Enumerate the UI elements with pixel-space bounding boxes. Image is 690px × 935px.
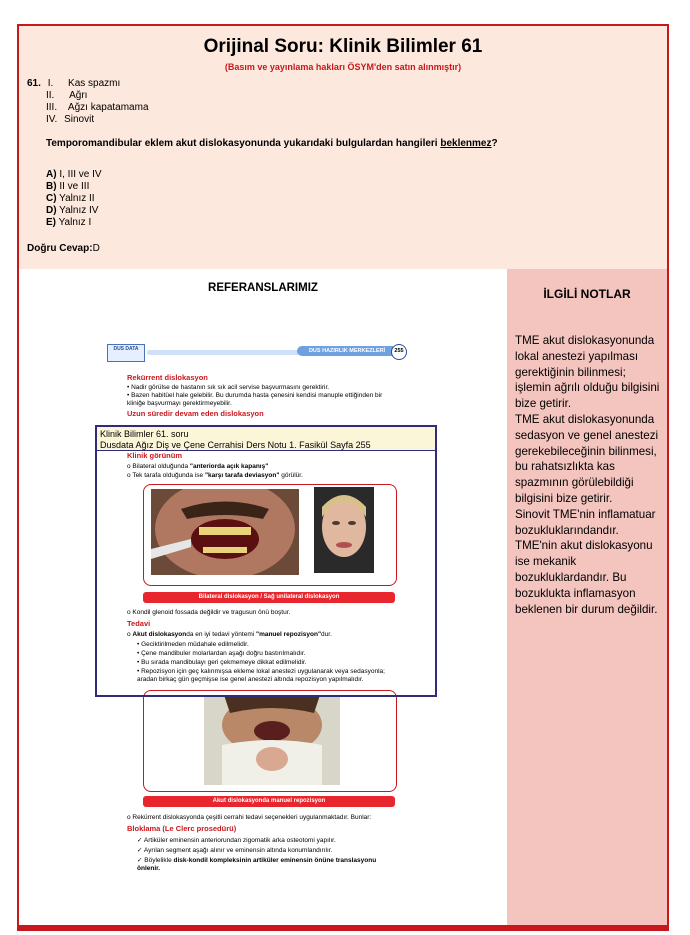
rekurrent-bullet-2: • Bazen habitüel hale gelebilir. Bu durumda hasta çenesini kendisi manuple ettiğinden bir kliniğe başvurmayı gerektirmeyebilir.: [127, 392, 383, 407]
page-title: Orijinal Soru: Klinik Bilimler 61: [203, 36, 483, 57]
tedavi-title: Tedavi: [127, 619, 151, 628]
bottom-accent-bar: [19, 925, 667, 929]
question-item-4: IV. Sinovit: [46, 114, 95, 125]
notes-column: [507, 269, 667, 929]
option-c: C) Yalnız II: [46, 193, 95, 204]
stem-underlined-word: beklenmez: [440, 138, 492, 149]
reference-highlight-box: [95, 425, 437, 697]
kondil-note: o Kondil glenoid fossada değildir ve tragusun önü boştur.: [127, 609, 291, 616]
blok-check-3: ✓ Böylelikle disk-kondil kompleksinin artiküler eminensin önüne translasyonu önlenir.: [137, 857, 377, 872]
uzun-title: Uzun süredir devam eden dislokasyon: [127, 409, 264, 418]
question-section: [19, 26, 667, 270]
correct-answer: Doğru Cevap:D: [27, 243, 100, 254]
page-number: 255: [391, 344, 407, 360]
caption-1: Bilateral dislokasyon / Sağ unilateral dislokasyon: [143, 592, 395, 603]
option-d: D) Yalnız IV: [46, 205, 99, 216]
tedavi-sub-3: • Bu sırada mandibulayı geri çekmemeye dikkat edilmelidir.: [137, 659, 307, 666]
blok-check-1: ✓ Artiküler eminensin anteriorundan zigomatik arka osteotomi yapılır.: [137, 837, 336, 844]
photo-box-2: [143, 690, 397, 792]
notes-title: İLGİLİ NOTLAR: [543, 287, 631, 301]
tedavi-bullet-1: o Akut dislokasyonda en iyi tedavi yöntemi "manuel repozisyon"dur.: [127, 631, 332, 638]
question-item-1: 61. I. Kas spazmı: [27, 78, 121, 89]
question-item-2: II. Ağrı: [46, 90, 88, 101]
document-frame: [17, 24, 669, 931]
option-a: A) I, III ve IV: [46, 169, 102, 180]
blok-check-2: ✓ Ayrılan segment aşağı alınır ve eminensin altında konumlandırılır.: [137, 847, 333, 854]
tedavi-sub-4: • Repozisyon için geç kalınmışsa ekleme lokal anestezi uygulanarak veya sedasyonla; aradan birkaç gün geçmişse ise genel anestezi altında repozisyon yapılmalıdır.: [137, 668, 385, 683]
question-item-3: III. Ağzı kapatamama: [46, 102, 149, 113]
rekurrent-cerrahi: o Rekürrent dislokasyonda çeşitli cerrahi tedavi seçenekleri uygulanmaktadır. Bunlar:: [127, 814, 372, 821]
klinik-title: Klinik görünüm: [127, 451, 182, 460]
notes-body: TME akut dislokasyonunda lokal anestezi yapılması gerektiğinin bilinmesi; işlemin ağrılı olduğu bilgisini bize getirir. TME akut dislokasyonunda sedasyon ve genel anestezi gerekebileceğinin bilinmesi, bu rahatsızlıkta kas spazmının görülebildiği bilgisini bize getirir. Sinovit TME'nin inflamatuar bozukluklarındandır. TME'nin akut dislokasyonu ise mekanik bozukluklardandır. Bu bozuklukta inflamasyon beklenen bir durum değildir.: [515, 334, 660, 616]
klinik-bullet-1: o Bilateral olduğunda "anteriorda açık kapanış": [127, 463, 269, 470]
caption-2: Akut dislokasyonda manuel repozisyon: [143, 796, 395, 807]
references-section: [19, 269, 507, 929]
manual-reposition-photo: [204, 695, 340, 785]
question-stem: Temporomandibular eklem akut dislokasyonunda yukarıdaki bulgulardan hangileri beklenmez?: [46, 138, 498, 149]
copyright-note: (Basım ve yayınlama hakları ÖSYM'den satın alınmıştır): [224, 62, 462, 72]
reference-highlight-header: [97, 427, 435, 451]
tedavi-sub-1: • Geciktirilmeden müdahale edilmelidir.: [137, 641, 249, 648]
reference-source-line-2: Dusdata Ağız Diş ve Çene Cerrahisi Ders Notu 1. Fasikül Sayfa 255: [100, 439, 371, 450]
tedavi-sub-2: • Çene mandibuler molarlardan aşağı doğru bastırılmalıdır.: [137, 650, 306, 657]
reference-source-line-1: Klinik Bilimler 61. soru: [100, 429, 189, 439]
bloklama-title: Bloklama (Le Clerc prosedürü): [127, 824, 237, 833]
references-title: REFERANSLARIMIZ: [208, 282, 318, 294]
option-e: E) Yalnız I: [46, 217, 92, 228]
option-b: B) II ve III: [46, 181, 90, 192]
question-number: 61.: [27, 78, 41, 89]
header-label: DUS HAZIRLIK MERKEZLERİ: [297, 346, 397, 356]
rekurrent-bullet-1: • Nadir görülse de hastanın sık sık acil servise başvurmasını gerektirir.: [127, 384, 330, 391]
dusdata-logo: DUS DATA: [107, 344, 145, 362]
rekurrent-title: Rekürrent dislokasyon: [127, 373, 208, 382]
klinik-bullet-2: o Tek tarafa olduğunda ise "karşı tarafa deviasyon" görülür.: [127, 472, 303, 479]
